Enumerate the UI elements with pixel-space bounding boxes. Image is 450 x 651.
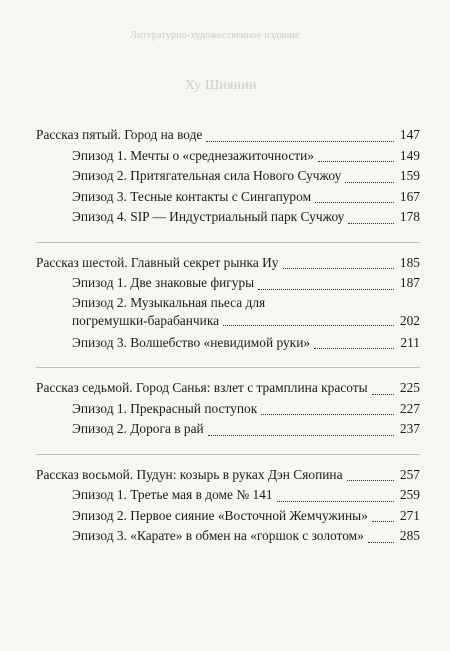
toc-part-title: Рассказ восьмой. Пудун: козырь в руках Дэн Сяопина [36, 466, 343, 482]
toc-episode-title: Эпизод 1. Мечты о «среднезажиточности» [72, 147, 315, 163]
toc-page-number: 259 [399, 487, 420, 502]
toc-episode-title: Эпизод 1. Две знаковые фигуры [72, 275, 255, 290]
toc-page-number: 167 [399, 188, 420, 204]
section-divider [36, 454, 420, 455]
toc-section-6 [36, 253, 420, 354]
toc-episode-title: Эпизод 2. Притягательная сила Нового Сучжоу [72, 168, 342, 183]
dot-leader [223, 324, 394, 326]
toc-episode-row[interactable] [36, 273, 420, 294]
toc-section-8 [36, 465, 420, 547]
toc-part-row[interactable] [36, 253, 420, 274]
toc-page-number: 187 [399, 275, 420, 290]
dot-leader [348, 222, 394, 224]
dot-leader [206, 140, 394, 142]
section-divider [36, 367, 420, 368]
toc-section-7 [36, 378, 420, 440]
toc-page-number: 185 [399, 254, 420, 270]
toc-episode-row[interactable] [36, 333, 420, 354]
section-divider [36, 242, 420, 243]
toc-episode-title: Эпизод 4. SIP — Индустриальный парк Сучжоу [72, 209, 345, 224]
dot-leader [347, 479, 394, 481]
toc-page-number: 147 [399, 127, 420, 142]
toc-part-row[interactable] [36, 125, 420, 146]
toc-episode-row[interactable] [36, 294, 420, 330]
toc-episode-row[interactable] [36, 526, 420, 547]
toc-part-row[interactable] [36, 378, 420, 399]
toc-page-number: 149 [399, 147, 420, 163]
toc-page-number: 178 [399, 209, 420, 224]
toc-episode-row[interactable] [36, 419, 420, 440]
toc-episode-title: Эпизод 3. «Карате» в обмен на «горшок с золотом» [72, 528, 364, 543]
dot-leader [261, 413, 394, 415]
toc-episode-title: Эпизод 1. Третье мая в доме № 141 [72, 487, 273, 502]
toc-episode-row[interactable] [36, 146, 420, 167]
dot-leader [283, 267, 395, 269]
toc-episode-row[interactable] [36, 166, 420, 187]
toc-page-number: 285 [399, 528, 420, 543]
toc-episode-row[interactable] [36, 187, 420, 208]
dot-leader [318, 160, 394, 162]
toc-episode-title: Эпизод 3. Волшебство «невидимой руки» [72, 334, 311, 350]
toc-part-title: Рассказ шестой. Главный секрет рынка Иу [36, 254, 279, 270]
toc-section-5 [36, 125, 420, 228]
toc-page-number: 227 [399, 400, 420, 416]
toc-episode-title: Эпизод 2. Первое сияние «Восточной Жемчужины» [72, 507, 368, 523]
toc-part-title: Рассказ пятый. Город на воде [36, 127, 203, 142]
dot-leader [208, 434, 394, 436]
toc-episode-row[interactable] [36, 485, 420, 506]
toc-page-number: 202 [399, 312, 420, 328]
toc-page-number: 257 [399, 466, 420, 482]
dot-leader [345, 181, 394, 183]
dot-leader [277, 500, 394, 502]
toc-episode-row[interactable] [36, 207, 420, 228]
toc-page-number: 211 [400, 334, 420, 350]
toc-episode-title: Эпизод 3. Тесные контакты с Сингапуром [72, 188, 312, 204]
toc-page-number: 271 [399, 507, 420, 523]
toc-episode-title: Эпизод 1. Прекрасный поступок [72, 400, 258, 416]
toc-episode-title: Эпизод 2. Дорога в рай [72, 421, 204, 436]
dot-leader [368, 541, 394, 543]
toc-episode-title-line2: погремушки-барабанчика [72, 312, 220, 328]
table-of-contents [36, 125, 420, 561]
dot-leader [314, 347, 394, 349]
toc-episode-title-line1: Эпизод 2. Музыкальная пьеса для [72, 294, 266, 310]
toc-part-row[interactable] [36, 465, 420, 486]
toc-part-title: Рассказ седьмой. Город Санья: взлет с трамплина красоты [36, 380, 368, 395]
toc-page-number: 225 [399, 380, 420, 395]
dot-leader [315, 201, 394, 203]
bleed-through-publisher-line: Литературно-художественное издание [130, 30, 300, 41]
dot-leader [372, 520, 394, 522]
toc-episode-row[interactable] [36, 506, 420, 527]
dot-leader [258, 288, 394, 290]
bleed-through-author: Ху Шиянин [185, 78, 257, 93]
toc-page-number: 159 [399, 168, 420, 183]
toc-page-number: 237 [399, 421, 420, 436]
dot-leader [372, 393, 394, 395]
toc-episode-row[interactable] [36, 399, 420, 420]
